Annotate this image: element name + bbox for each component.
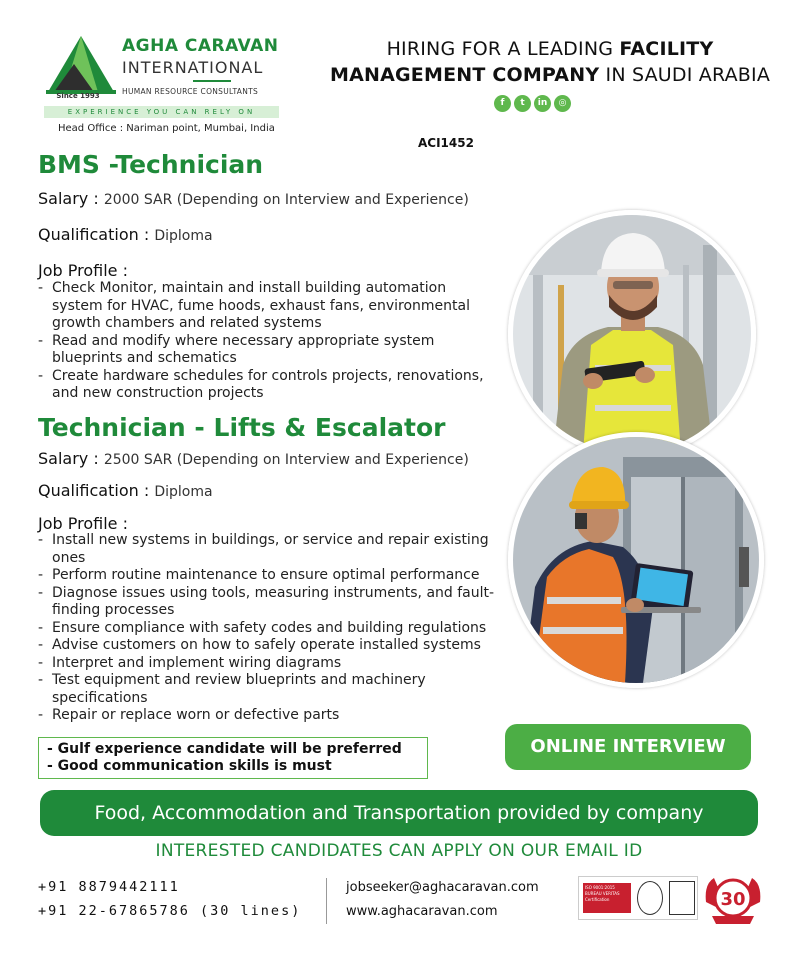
list-item: - Advise customers on how to safely operate installed systems [38,637,518,655]
job-profile-list-bms [38,280,498,403]
online-interview-badge: ONLINE INTERVIEW [505,724,751,770]
qualification-label: Qualification : [38,481,155,500]
reference-code: ACI1452 [418,136,474,150]
salary-bms [38,189,469,208]
website-link[interactable]: www.aghacaravan.com [346,904,498,919]
qualification-value: Diploma [154,228,213,244]
head-office: Head Office : Nariman point, Mumbai, India [58,123,275,134]
logo-subtitle: HUMAN RESOURCE CONSULTANTS [122,87,259,96]
anniversary-badge-icon [702,872,764,928]
benefits-banner: Food, Accommodation and Transportation provided by company [40,790,758,836]
headline-line2-post: IN SAUDI ARABIA [599,64,771,86]
hiring-headline [310,36,790,88]
headline-line2-bold: MANAGEMENT COMPANY [329,64,600,86]
headline-line1-pre: HIRING FOR A LEADING [386,38,620,60]
salary-value: 2500 SAR (Depending on Interview and Experience) [103,452,469,468]
list-item: - Interpret and implement wiring diagrams [38,655,518,673]
instagram-icon[interactable]: ◎ [554,95,571,112]
qualification-lifts [38,481,213,500]
facebook-icon[interactable]: f [494,95,511,112]
logo-name-line2: INTERNATIONAL [122,58,264,77]
qualification-label: Qualification : [38,225,155,244]
apply-instruction: INTERESTED CANDIDATES CAN APPLY ON OUR EMAIL ID [155,841,643,861]
list-item: - Test equipment and review blueprints and machinery specifications [38,672,518,707]
job-profile-list-lifts [38,532,518,725]
bms-technician-photo [508,210,756,458]
logo-tagline: EXPERIENCE YOU CAN RELY ON [44,106,279,118]
lift-technician-photo [508,432,764,688]
logo-divider [193,80,231,82]
note-gulf-experience: - Gulf experience candidate will be preferred [47,741,402,757]
salary-label: Salary : [38,189,104,208]
qualification-value: Diploma [154,484,213,500]
logo-triangle-icon [46,34,116,96]
phone-mobile[interactable]: +91 8879442111 [38,879,180,895]
job-title-bms: BMS -Technician [38,150,264,179]
salary-lifts [38,449,469,468]
social-links [494,95,571,112]
phone-landline[interactable]: +91 22-67865786 (30 lines) [38,903,302,919]
salary-label: Salary : [38,449,104,468]
note-communication: - Good communication skills is must [47,758,332,774]
requirements-note [38,737,428,779]
headline-line1-bold: FACILITY [619,38,714,60]
job-title-lifts: Technician - Lifts & Escalator [38,413,446,442]
salary-value: 2000 SAR (Depending on Interview and Experience) [103,192,469,208]
twitter-icon[interactable]: t [514,95,531,112]
list-item: - Check Monitor, maintain and install building automation system for HVAC, fume hoods, exhaust fans, environmental growth chambers and related systems [38,280,498,333]
logo-name-line1: AGHA CARAVAN [122,36,279,56]
certification-logos [578,876,698,920]
list-item: - Create hardware schedules for controls projects, renovations, and new construction projects [38,368,498,403]
job-profile-heading: Job Profile : [38,261,128,280]
bureau-veritas-logo: ISO 9001:2015 BUREAU VERITAS Certification [583,883,631,913]
list-item: - Diagnose issues using tools, measuring instruments, and fault-finding processes [38,585,518,620]
list-item: - Ensure compliance with safety codes and building regulations [38,620,518,638]
footer-divider [326,878,327,924]
qualification-bms [38,225,213,244]
linkedin-icon[interactable]: in [534,95,551,112]
certification-seal-icon [637,881,663,915]
email-link[interactable]: jobseeker@aghacaravan.com [346,880,539,895]
list-item: - Read and modify where necessary appropriate system blueprints and schematics [38,333,498,368]
list-item: - Perform routine maintenance to ensure optimal performance [38,567,518,585]
list-item: - Install new systems in buildings, or service and repair existing ones [38,532,518,567]
job-profile-heading: Job Profile : [38,514,128,533]
list-item: - Repair or replace worn or defective parts [38,707,518,725]
ukas-icon [669,881,695,915]
logo-since: Since 1993 [56,92,100,100]
badge-number: 30 [720,889,746,910]
